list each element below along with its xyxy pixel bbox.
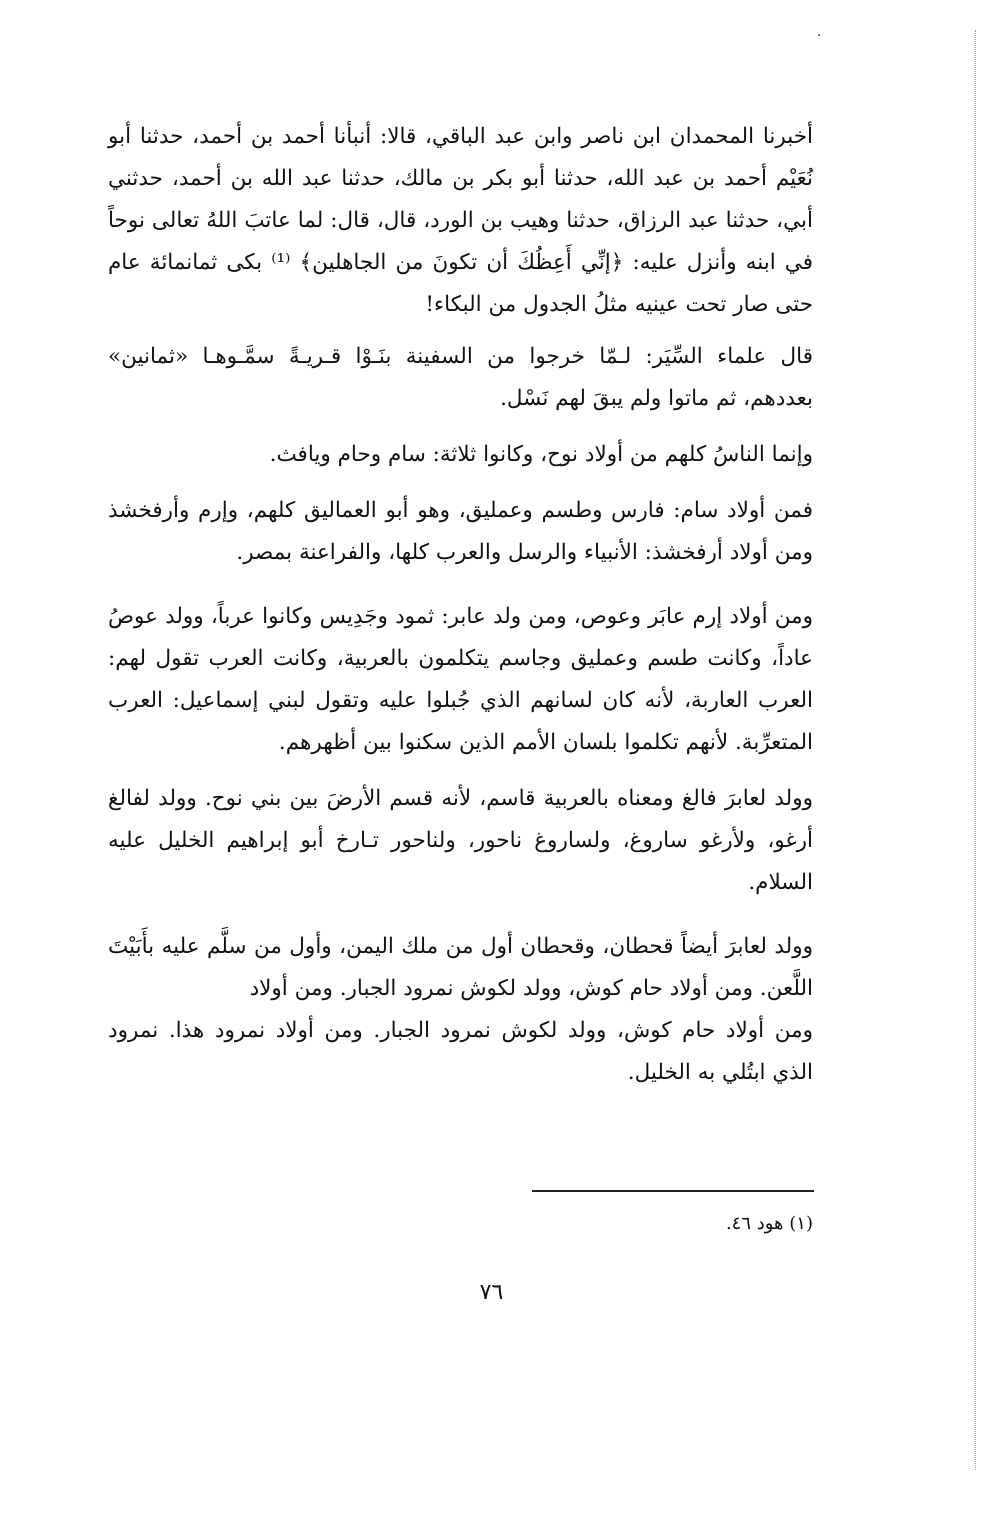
footnote-divider [532,1190,814,1192]
page-edge-line [975,30,976,1470]
paragraph-7: وولد لعابرَ أيضاً قحطان، وقحطان أول من ملك اليمن، وأول من سلَّم عليه بأَبَيْتَ اللَّعن. ومن أولاد حام كوش، وولد لكوش نمرود الجبار. ومن أولاد [108,934,813,1001]
paragraph-4: فمن أولاد سام: فارس وطسم وعمليق، وهو أبو العماليق كلهم، وإرم وأرفخشذ ومن أولاد أرفخشذ: الأنبياء والرسل والعرب كلها، والفراعنة بمصر. [108,498,813,565]
body-text [108,116,813,1094]
paragraph-3: وإنما الناسُ كلهم من أولاد نوح، وكانوا ثلاثة: سام وحام ويافث. [269,442,813,467]
paragraph-1: أخبرنا المحمدان ابن ناصر وابن عبد الباقي، قالا: أنبأنا أحمد بن أحمد، حدثنا أبو نُعَيْم أحمد بن عبد الله، حدثنا أبو بكر بن مالك، حدثنا عبد الله بن أحمد، حدثني أبي، حدثنا عبد الرزاق، حدثنا وهيب بن الورد، قال، قال: لما عاتبَ اللهُ تعالى نوحاً في ابنه وأنزل عليه: ﴿إنِّي أَعِظُكَ أن تكونَ من الجاهلين﴾ ⁽¹⁾ بكى ثمانمائة عام حتى صار تحت عينيه مثلُ الجدول من البكاء! [108,124,813,317]
scan-speck [818,34,820,36]
paragraph-2: قال علماء السِّيَر: لـمّا خرجوا من السفينة بنَـوْا قـريـةً سمَّـوهـا «ثمانين» بعددهم، ثم ماتوا ولم يبقَ لهم نَسْل. [108,344,813,411]
paragraph-5: ومن أولاد إرم عابَر وعوص، ومن ولد عابر: ثمود وجَدِيس وكانوا عرباً، وولد عوصُ عاداً، وكانت طسم وعمليق وجاسم يتكلمون بالعربية، وكانت العرب تقول لهم: العرب العاربة، لأنه كان لسانهم الذي جُبلوا عليه وتقول لبني إسماعيل: العرب المتعرِّبة. لأنهم تكلموا بلسان الأمم الذين سكنوا بين أظهرهم. [108,604,813,755]
footnote: (١) هود ٤٦. [725,1213,813,1234]
page-number: ٧٦ [479,1280,504,1305]
paragraph-8: ومن أولاد حام كوش، وولد لكوش نمرود الجبار. ومن أولاد نمرود هذا. نمرود الذي ابتُلي به الخليل. [108,1018,813,1085]
paragraph-6: وولد لعابرَ فالغ ومعناه بالعربية قاسم، لأنه قسم الأرضَ بين بني نوح. وولد لفالغ أرغو، ولأرغو ساروغ، ولساروغ ناحور، ولناحور تـارخ أبو إبراهيم الخليل عليه السلام. [108,786,813,895]
